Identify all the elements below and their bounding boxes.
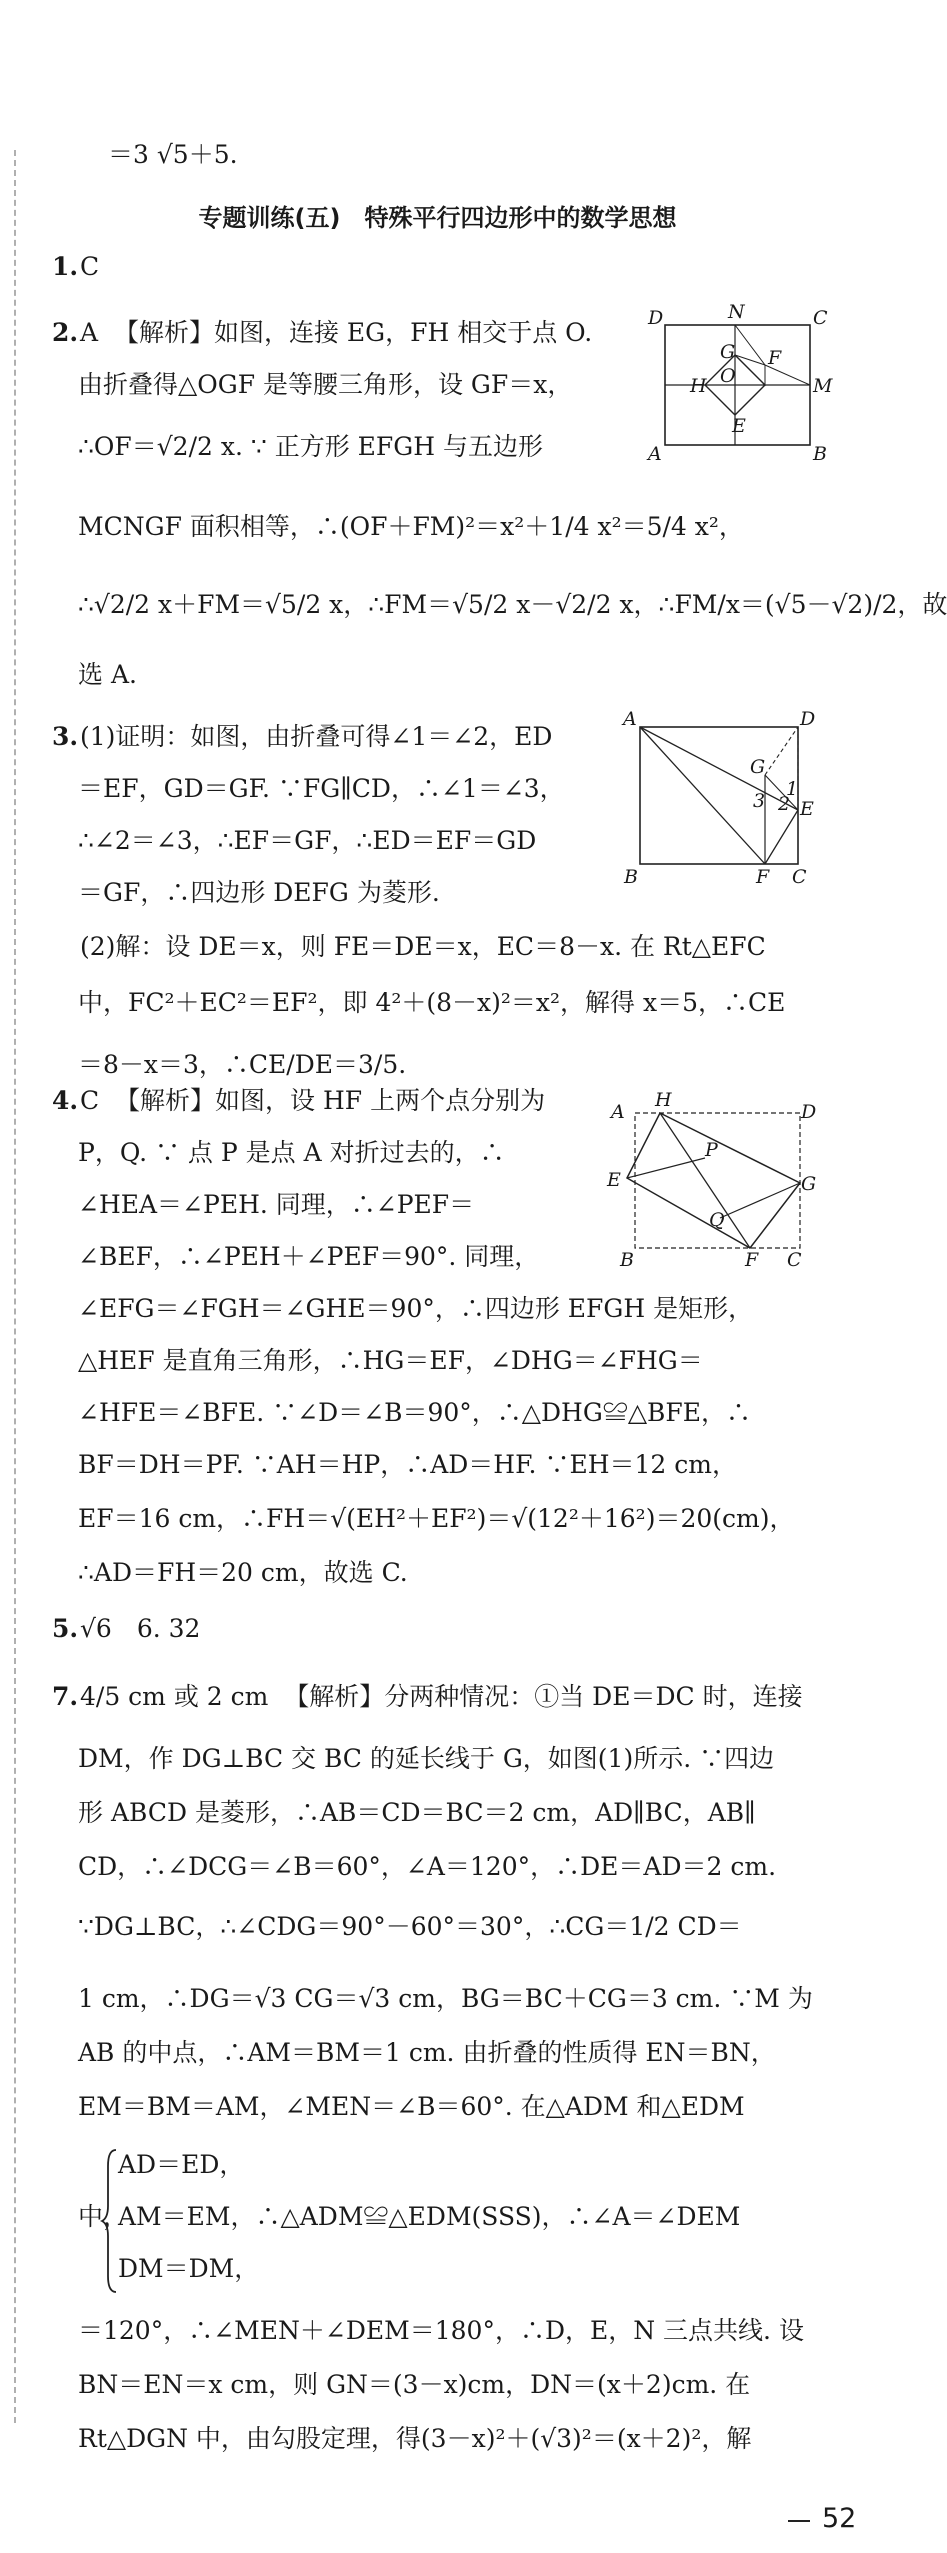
figure-label: D xyxy=(801,1101,817,1123)
figure-label: H xyxy=(690,375,707,397)
text-line: ∴OF＝√2/2 x. ∵ 正方形 EFGH 与五边形 xyxy=(78,432,543,461)
system-line-3: DM＝DM， xyxy=(118,2254,260,2283)
question-number: 1. xyxy=(52,252,79,281)
text-line: ＝120°，∴∠MEN＋∠DEM＝180°，∴D，E，N 三点共线. 设 xyxy=(78,2316,804,2345)
figure-label: B xyxy=(624,866,638,888)
text-line: 4/5 cm 或 2 cm 【解析】分两种情况：①当 DE＝DC 时，连接 xyxy=(80,1682,803,1711)
question-number: 5. xyxy=(52,1614,79,1643)
figure-label: E xyxy=(732,415,746,437)
text-line: ＝GF，∴四边形 DEFG 为菱形. xyxy=(78,878,440,907)
figure-square-fold xyxy=(640,300,833,470)
figure-label: B xyxy=(813,443,827,465)
figure-label: F xyxy=(745,1249,759,1271)
text-line: 1 cm，∴DG＝√3 CG＝√3 cm，BG＝BC＋CG＝3 cm. ∵M 为 xyxy=(78,1984,813,2013)
figure-rectangle-efgh xyxy=(605,1078,817,1271)
question-number: 3. xyxy=(52,722,79,751)
figure-label: F xyxy=(768,347,782,369)
answer-line: C xyxy=(80,252,100,281)
system-prefix: 中， xyxy=(78,2202,129,2231)
section-title: 专题训练(五) 特殊平行四边形中的数学思想 xyxy=(198,204,677,232)
text-line: ＝8－x＝3，∴CE/DE＝3/5. xyxy=(78,1050,407,1079)
page-number: 52 xyxy=(822,2503,857,2534)
figure-label: G xyxy=(750,756,766,778)
figure-label: F xyxy=(756,866,770,888)
figure-label: A xyxy=(611,1101,625,1123)
figure-label: C xyxy=(787,1249,802,1271)
text-line: 由折叠得△OGF 是等腰三角形，设 GF＝x， xyxy=(78,370,573,399)
figure-label: 1 xyxy=(786,778,799,800)
text-line: BF＝DH＝PF. ∵AH＝HP，∴AD＝HF. ∵EH＝12 cm， xyxy=(78,1450,737,1479)
text-line: DM，作 DG⊥BC 交 BC 的延长线于 G，如图(1)所示. ∵四边 xyxy=(78,1744,775,1773)
text-line: ∴∠2＝∠3，∴EF＝GF，∴ED＝EF＝GD xyxy=(78,826,537,855)
figure-label: H xyxy=(655,1089,672,1111)
figure-label: D xyxy=(648,307,664,329)
text-line: A 【解析】如图，连接 EG，FH 相交于点 O. xyxy=(80,318,593,347)
text-line: √6 6. 32 xyxy=(80,1614,201,1643)
text-line: C 【解析】如图，设 HF 上两个点分别为 xyxy=(80,1086,546,1115)
text-line: BN＝EN＝x cm，则 GN＝(3－x)cm，DN＝(x＋2)cm. 在 xyxy=(78,2370,751,2399)
question-number: 7. xyxy=(52,1682,79,1711)
text-line: 中，FC²＋EC²＝EF²，即 4²＋(8－x)²＝x²，解得 x＝5，∴CE xyxy=(78,988,786,1017)
system-line-2: AM＝EM，∴△ADM≌△EDM(SSS)，∴∠A＝∠DEM xyxy=(118,2202,741,2231)
figure-label: N xyxy=(728,301,745,323)
figure-rectangle-fold xyxy=(620,705,816,888)
text-line: EM＝BM＝AM，∠MEN＝∠B＝60°. 在△ADM 和△EDM xyxy=(78,2092,745,2121)
text-line: P，Q. ∵ 点 P 是点 A 对折过去的，∴ xyxy=(78,1138,505,1167)
figure-label: E xyxy=(607,1169,621,1191)
margin-dashed-rule xyxy=(14,150,16,2423)
text-line: (1)证明：如图，由折叠可得∠1＝∠2，ED xyxy=(80,722,553,751)
text-line: ∠HEA＝∠PEH. 同理，∴∠PEF＝ xyxy=(78,1190,475,1219)
text-line: ∠EFG＝∠FGH＝∠GHE＝90°，∴四边形 EFGH 是矩形， xyxy=(78,1294,754,1323)
figure-label: G xyxy=(801,1173,817,1195)
figure-label: M xyxy=(813,375,833,397)
text-line: Rt△DGN 中，由勾股定理，得(3－x)²＋(√3)²＝(x＋2)²，解 xyxy=(78,2424,752,2453)
figure-label: C xyxy=(792,866,807,888)
figure-label: B xyxy=(620,1249,634,1271)
figure-label: 3 xyxy=(753,790,766,812)
text-line: ＝3 √5＋5. xyxy=(108,140,238,169)
text-line: CD，∴∠DCG＝∠B＝60°，∠A＝120°，∴DE＝AD＝2 cm. xyxy=(78,1852,777,1881)
text-line: MCNGF 面积相等，∴(OF＋FM)²＝x²＋1/4 x²＝5/4 x²， xyxy=(78,512,744,541)
system-line-1: AD＝ED， xyxy=(118,2150,245,2179)
text-line: ∴AD＝FH＝20 cm，故选 C. xyxy=(78,1558,408,1587)
figure-label: A xyxy=(623,708,637,730)
footer-dash xyxy=(788,2520,810,2522)
figure-label: G xyxy=(720,341,736,363)
question-number: 4. xyxy=(52,1086,79,1115)
text-line: EF＝16 cm，∴FH＝√(EH²＋EF²)＝√(12²＋16²)＝20(cm)， xyxy=(78,1504,795,1533)
text-line: 选 A. xyxy=(78,660,137,689)
figure-label: E xyxy=(800,798,814,820)
figure-label: Q xyxy=(709,1209,725,1231)
text-line: ∠HFE＝∠BFE. ∵∠D＝∠B＝90°，∴△DHG≌△BFE，∴ xyxy=(78,1398,752,1427)
text-line: ∠BEF，∴∠PEH＋∠PEF＝90°. 同理， xyxy=(78,1242,540,1271)
text-line: ∵DG⊥BC，∴∠CDG＝90°－60°＝30°，∴CG＝1/2 CD＝ xyxy=(78,1912,742,1941)
text-line: 形 ABCD 是菱形，∴AB＝CD＝BC＝2 cm，AD∥BC，AB∥ xyxy=(78,1798,756,1827)
figure-label: P xyxy=(705,1139,718,1161)
text-line: AB 的中点，∴AM＝BM＝1 cm. 由折叠的性质得 EN＝BN， xyxy=(78,2038,776,2067)
figure-label: D xyxy=(800,708,816,730)
text-line: ∴√2/2 x＋FM＝√5/2 x，∴FM＝√5/2 x－√2/2 x，∴FM/x＝(√5－√2)/2，故 xyxy=(78,590,947,619)
figure-label: C xyxy=(813,307,828,329)
figure-label: A xyxy=(648,443,662,465)
question-number: 2. xyxy=(52,318,79,347)
left-brace xyxy=(100,2146,120,2296)
text-line: ＝EF，GD＝GF. ∵FG∥CD，∴∠1＝∠3， xyxy=(78,774,565,803)
text-line: (2)解：设 DE＝x，则 FE＝DE＝x，EC＝8－x. 在 Rt△EFC xyxy=(80,932,766,961)
figure-label: O xyxy=(720,365,736,387)
figure-label: 2 xyxy=(778,793,791,815)
text-line: △HEF 是直角三角形，∴HG＝EF，∠DHG＝∠FHG＝ xyxy=(78,1346,703,1375)
